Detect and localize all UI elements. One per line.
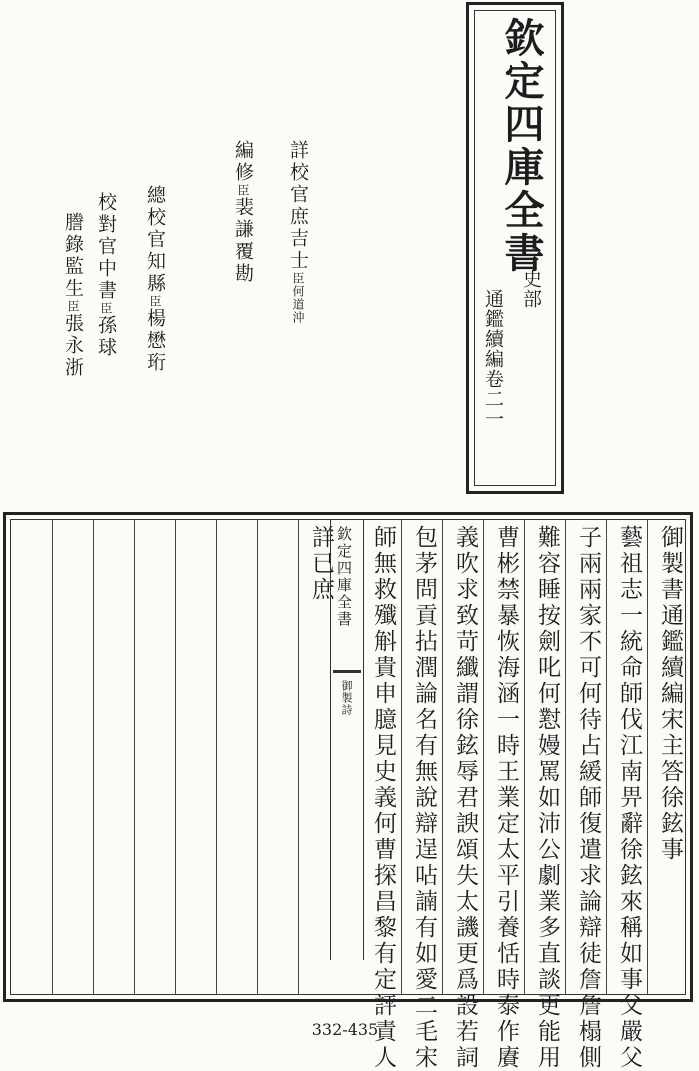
text-column: 曹彬禁暴恢海涵一時王業定太平引養恬時泰作賡: [493, 525, 519, 1071]
column-rule: [401, 519, 402, 995]
credit-title: 詳校官庶吉士: [287, 140, 309, 272]
text-column: 御製書通鑑續編宋主答徐鉉事: [657, 525, 683, 863]
margin-tag-subtitle: 御製詩: [340, 680, 353, 716]
column-rule: [52, 519, 53, 995]
column-rule: [565, 519, 566, 995]
title-label-box: [466, 2, 564, 494]
text-column: 子兩兩家不可何待占緩師復遣求論辯徒詹詹榻側: [575, 525, 601, 1071]
credit-rank: 臣: [66, 300, 80, 313]
credit-line: [62, 212, 84, 379]
text-column: 詳已庶: [308, 525, 334, 603]
text-column: 難容睡按劍叱何懟嫚罵如沛公劇業多直談更能用: [534, 525, 560, 1071]
credit-name: 裴謙覆勘: [232, 197, 254, 285]
credit-name: 孫球: [95, 315, 117, 359]
column-rule: [134, 519, 135, 995]
text-column: 藝祖志一統命師伐江南畀辭徐鉉來稱如事父嚴父: [616, 525, 642, 1071]
column-rule: [524, 519, 525, 995]
credit-line: [144, 185, 166, 374]
text-column: 包茅問貢拈潤論名有無說辯逞呫諵有如愛二毛宋: [411, 525, 437, 1071]
credit-line: [287, 140, 309, 324]
book-title: 欽定四庫全書: [498, 17, 545, 275]
credit-line: [95, 192, 117, 359]
text-column: 師無救殲斛貴申臆見史義何曹探昌黎有定評責人: [370, 525, 396, 1071]
credit-rank: 臣: [148, 295, 162, 308]
credit-title: 校對官中書: [95, 192, 117, 302]
credit-rank: 臣: [236, 184, 250, 197]
credit-title: 謄錄監生: [62, 212, 84, 300]
title-label-inner-frame: [474, 10, 556, 486]
credit-title: 編修: [232, 140, 254, 184]
credit-name: 楊懋珩: [144, 308, 166, 374]
credit-rank: 臣: [99, 302, 113, 315]
column-rule: [257, 519, 258, 995]
credit-title: 總校官知縣: [144, 185, 166, 295]
column-rule: [442, 519, 443, 995]
credit-name: 張永浙: [62, 313, 84, 379]
tag-rule: [330, 520, 331, 960]
text-column: 義吹求致苛纖謂徐鉉辱君諛頌失太譏更爲設若詞: [452, 525, 478, 1071]
column-rule: [93, 519, 94, 995]
column-rule: [606, 519, 607, 995]
column-rule: [216, 519, 217, 995]
credit-rank: 臣: [291, 272, 305, 285]
column-rule: [298, 519, 299, 995]
page-number: 332-435: [311, 1020, 379, 1039]
margin-tag-book-title: 欽定四庫全書: [335, 526, 353, 628]
section-label: 史部: [520, 269, 542, 309]
column-rule: [483, 519, 484, 995]
tag-rule: [363, 520, 364, 960]
fish-tail-mark: [333, 670, 361, 673]
column-rule: [175, 519, 176, 995]
volume-label: 通鑑續編卷二一: [482, 289, 504, 429]
margin-tag: [330, 520, 364, 960]
column-rule: [647, 519, 648, 995]
credit-name: 何道沖: [291, 285, 305, 324]
credit-line: [232, 140, 254, 285]
